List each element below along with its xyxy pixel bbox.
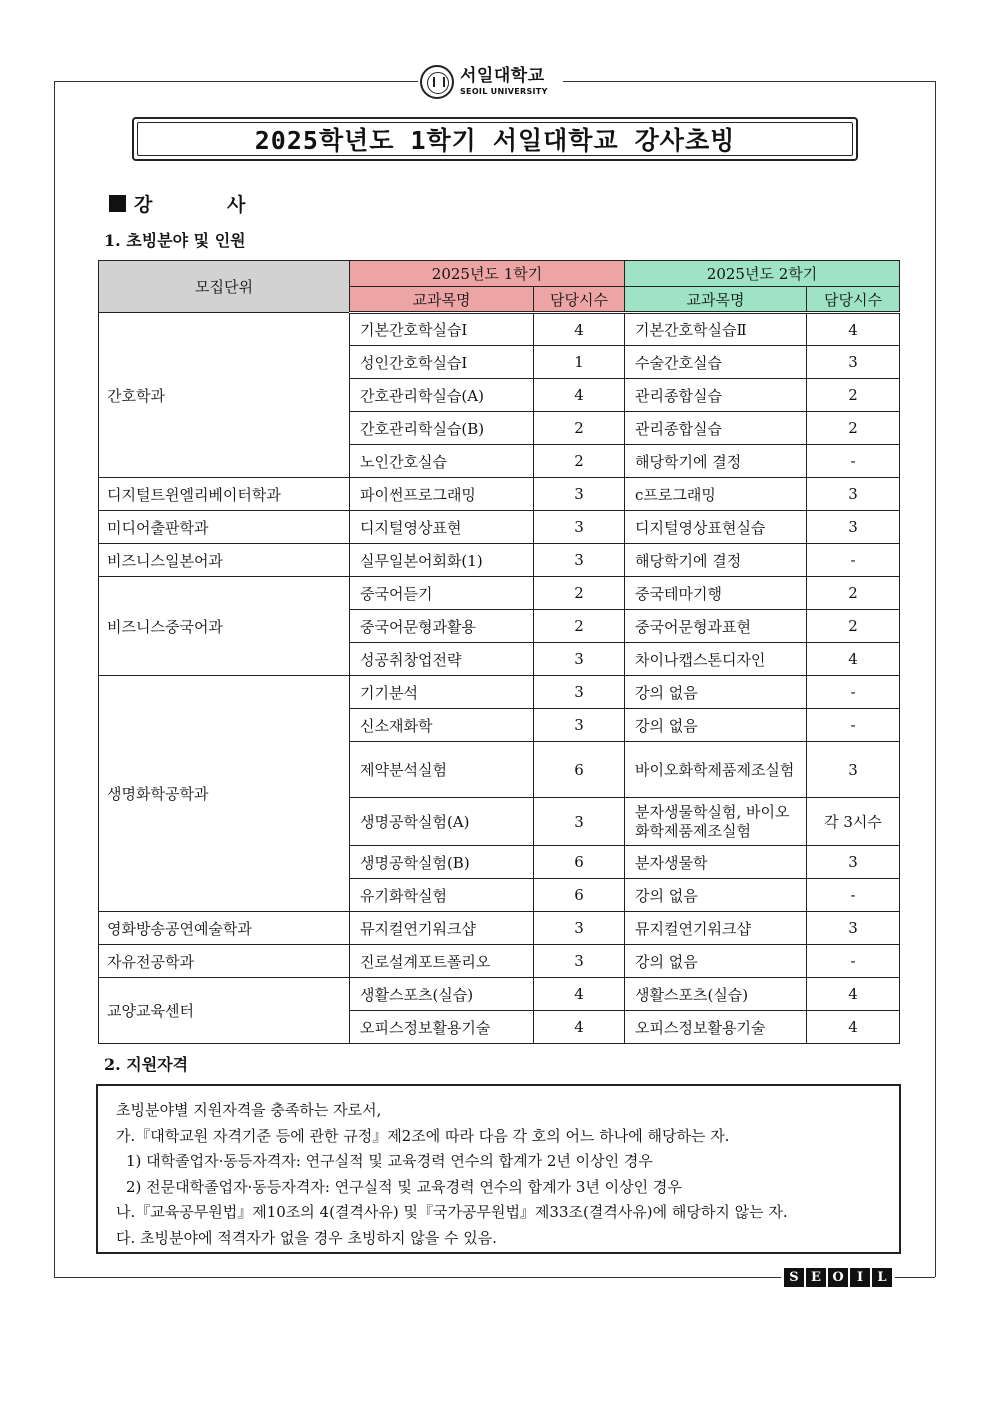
dept-cell: 디지털트윈엘리베이터학과 [99,478,350,511]
subsection-recruitment: 1. 초빙분야 및 인원 [104,231,246,250]
header-dept: 모집단위 [99,261,350,313]
course-sem2: 해당학기에 결정 [625,544,807,577]
header-hours-sem1: 담당시수 [534,287,625,313]
course-sem1: 생명공학실험(B) [350,846,534,879]
qual-item-ga-2: 2) 전문대학졸업자·동등자격자: 연구실적 및 교육경력 연수의 합계가 3년 이상인 경우 [126,1177,682,1196]
table-row [99,676,900,709]
course-sem2: 강의 없음 [625,676,807,709]
course-sem1: 오피스정보활용기술 [350,1011,534,1044]
hours-sem1: 2 [534,577,625,610]
course-sem1: 간호관리학실습(B) [350,412,534,445]
hours-sem2: 2 [807,379,900,412]
course-sem2: 관리종합실습 [625,379,807,412]
hours-sem2: 3 [807,846,900,879]
table-row [99,478,900,511]
hours-sem2: - [807,879,900,912]
dept-cell: 자유전공학과 [99,945,350,978]
title-box [132,117,858,161]
hours-sem1: 3 [534,676,625,709]
course-sem1: 유기화학실험 [350,879,534,912]
dept-cell: 교양교육센터 [99,978,350,1044]
section-heading [109,190,279,217]
qual-item-na: 나.『교육공무원법』제10조의 4(결격사유) 및『국가공무원법』제33조(결격사유)에 해당하지 않는 자. [116,1203,788,1221]
table-row [99,313,900,346]
hours-sem2: - [807,709,900,742]
hours-sem1: 2 [534,610,625,643]
course-sem2: 중국어문형과표현 [625,610,807,643]
dept-cell: 비즈니스중국어과 [99,577,350,676]
course-sem1: 진로설계포트폴리오 [350,945,534,978]
footer-letter: I [850,1268,870,1287]
header-hours-sem2: 담당시수 [807,287,900,313]
course-sem1: 기본간호학실습Ⅰ [350,313,534,346]
hours-sem2: 3 [807,346,900,379]
hours-sem1: 3 [534,511,625,544]
course-sem1: 기기분석 [350,676,534,709]
hours-sem1: 2 [534,412,625,445]
university-emblem-icon [420,65,454,99]
hours-sem2: 4 [807,313,900,346]
hours-sem2: 3 [807,511,900,544]
hours-sem2: 3 [807,742,900,798]
dept-cell: 미디어출판학과 [99,511,350,544]
hours-sem2: - [807,676,900,709]
table-row [99,912,900,945]
hours-sem1: 4 [534,313,625,346]
logo-english-name: SEOIL UNIVERSITY [460,87,548,96]
subsection-qualifications: 2. 지원자격 [104,1055,189,1074]
course-sem2: 차이나캡스톤디자인 [625,643,807,676]
hours-sem2: 4 [807,643,900,676]
hours-sem1: 3 [534,709,625,742]
hours-sem1: 3 [534,798,625,846]
dept-cell: 영화방송공연예술학과 [99,912,350,945]
course-sem2: 중국테마기행 [625,577,807,610]
course-sem1: 중국어듣기 [350,577,534,610]
course-sem2: 관리종합실습 [625,412,807,445]
table-row [99,978,900,1011]
hours-sem2: - [807,945,900,978]
course-sem2: 강의 없음 [625,879,807,912]
hours-sem1: 3 [534,912,625,945]
course-sem1: 실무일본어회화(1) [350,544,534,577]
header-course-sem1: 교과목명 [350,287,534,313]
black-square-icon [109,195,126,212]
table-row [99,945,900,978]
hours-sem1: 3 [534,478,625,511]
qual-item-ga-1: 1) 대학졸업자·동등자격자: 연구실적 및 교육경력 연수의 합계가 2년 이상인 경우 [126,1152,653,1170]
qual-intro: 초빙분야별 지원자격을 충족하는 자로서, [116,1101,382,1119]
recruitment-table [98,260,900,1044]
hours-sem2: 2 [807,610,900,643]
course-sem2: 분자생물학 [625,846,807,879]
footer-letter: O [828,1268,848,1287]
hours-sem2: - [807,445,900,478]
course-sem1: 성공취창업전략 [350,643,534,676]
course-sem2: 바이오화학제품제조실험 [625,742,807,798]
table-row [99,544,900,577]
hours-sem2: 2 [807,412,900,445]
hours-sem1: 6 [534,742,625,798]
university-logo [418,63,563,101]
course-sem1: 성인간호학실습Ⅰ [350,346,534,379]
course-sem1: 뮤지컬연기워크샵 [350,912,534,945]
course-sem2: 디지털영상표현실습 [625,511,807,544]
qualifications-box [96,1084,901,1254]
course-sem2: 분자생물학실험, 바이오화학제품제조실험 [625,798,807,846]
course-sem2: 해당학기에 결정 [625,445,807,478]
hours-sem1: 4 [534,978,625,1011]
footer-seoil-logo [781,1268,895,1287]
logo-korean-name: 서일대학교 [460,66,545,86]
course-sem2: 오피스정보활용기술 [625,1011,807,1044]
course-sem1: 간호관리학실습(A) [350,379,534,412]
course-sem2: c프로그래밍 [625,478,807,511]
table-row [99,577,900,610]
hours-sem2: - [807,544,900,577]
hours-sem2: 3 [807,478,900,511]
footer-letter: S [784,1268,804,1287]
course-sem1: 제약분석실험 [350,742,534,798]
course-sem1: 생활스포츠(실습) [350,978,534,1011]
section-label: 강 사 [134,194,280,216]
course-sem2: 뮤지컬연기워크샵 [625,912,807,945]
header-semester1: 2025년도 1학기 [350,261,625,287]
qual-item-ga: 가.『대학교원 자격기준 등에 관한 규정』제2조에 따라 다음 각 호의 어느 하나에 해당하는 자. [116,1126,730,1145]
hours-sem2: 4 [807,1011,900,1044]
course-sem2: 강의 없음 [625,945,807,978]
course-sem2: 기본간호학실습Ⅱ [625,313,807,346]
course-sem1: 파이썬프로그래밍 [350,478,534,511]
table-row [99,511,900,544]
dept-cell: 생명화학공학과 [99,676,350,912]
course-sem1: 중국어문형과활용 [350,610,534,643]
course-sem2: 강의 없음 [625,709,807,742]
course-sem2: 수술간호실습 [625,346,807,379]
qual-item-da: 다. 초빙분야에 적격자가 없을 경우 초빙하지 않을 수 있음. [116,1228,497,1247]
hours-sem2: 3 [807,912,900,945]
hours-sem1: 3 [534,544,625,577]
hours-sem1: 6 [534,879,625,912]
hours-sem1: 3 [534,643,625,676]
course-sem1: 디지털영상표현 [350,511,534,544]
header-course-sem2: 교과목명 [625,287,807,313]
hours-sem1: 2 [534,445,625,478]
hours-sem1: 4 [534,379,625,412]
course-sem1: 생명공학실험(A) [350,798,534,846]
footer-letter: E [806,1268,826,1287]
hours-sem2: 4 [807,978,900,1011]
footer-letter: L [872,1268,892,1287]
hours-sem1: 3 [534,945,625,978]
hours-sem1: 4 [534,1011,625,1044]
dept-cell: 간호학과 [99,313,350,478]
header-semester2: 2025년도 2학기 [625,261,900,287]
hours-sem1: 1 [534,346,625,379]
hours-sem1: 6 [534,846,625,879]
page-title: 2025학년도 1학기 서일대학교 강사초빙 [254,126,736,155]
hours-sem2: 2 [807,577,900,610]
course-sem2: 생활스포츠(실습) [625,978,807,1011]
course-sem1: 노인간호실습 [350,445,534,478]
hours-sem2: 각 3시수 [807,798,900,846]
dept-cell: 비즈니스일본어과 [99,544,350,577]
course-sem1: 신소재화학 [350,709,534,742]
